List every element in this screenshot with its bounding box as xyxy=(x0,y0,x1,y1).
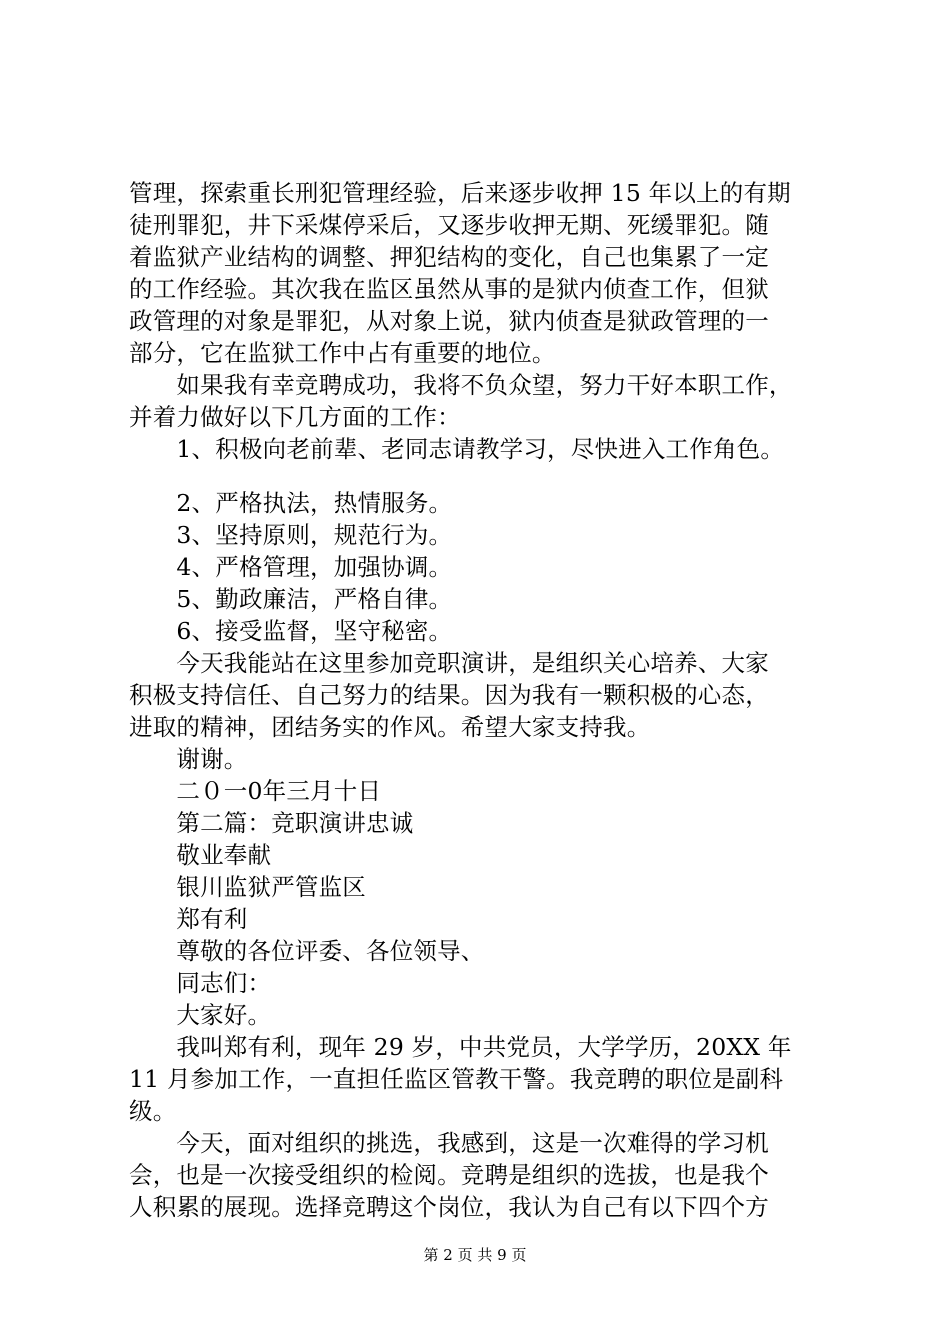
text-line: 着监狱产业结构的调整、押犯结构的变化，自己也集累了一定 xyxy=(129,243,769,271)
author-name: 郑有利 xyxy=(129,905,248,933)
text-line: 如果我有幸竞聘成功，我将不负众望，努力干好本职工作， xyxy=(129,371,793,399)
list-item: 2、严格执法，热情服务。 xyxy=(129,489,453,517)
text-line: 政管理的对象是罪犯，从对象上说，狱内侦查是狱政管理的一 xyxy=(129,307,769,335)
page-number: 第 2 页 共 9 页 xyxy=(423,1246,527,1264)
list-item: 6、接受监督，坚守秘密。 xyxy=(129,617,453,645)
text-line: 11 月参加工作，一直担任监区管教干警。我竞聘的职位是副科 xyxy=(129,1065,784,1093)
text-line: 的工作经验。其次我在监区虽然从事的是狱内侦查工作，但狱 xyxy=(129,275,769,303)
list-item: 4、严格管理，加强协调。 xyxy=(129,553,453,581)
date-line: 二０一0年三月十日 xyxy=(129,777,382,805)
salutation: 尊敬的各位评委、各位领导、 xyxy=(129,937,485,965)
text-line: 我叫郑有利，现年 29 岁，中共党员，大学学历，20XX 年 xyxy=(129,1033,792,1061)
text-line: 徒刑罪犯，井下采煤停采后，又逐步收押无期、死缓罪犯。随 xyxy=(129,211,769,239)
text-line: 积极支持信任、自己努力的结果。因为我有一颗积极的心态， xyxy=(129,681,769,709)
salutation: 同志们： xyxy=(129,969,272,997)
text-line: 会，也是一次接受组织的检阅。竞聘是组织的选拔，也是我个 xyxy=(129,1161,769,1189)
text-line: 进取的精神，团结务实的作风。希望大家支持我。 xyxy=(129,713,651,741)
text-line: 级。 xyxy=(129,1097,177,1125)
list-item: 1、积极向老前辈、老同志请教学习，尽快进入工作角色。 xyxy=(129,435,785,463)
list-item: 3、坚持原则，规范行为。 xyxy=(129,521,453,549)
text-line: 谢谢。 xyxy=(129,745,248,773)
greeting: 大家好。 xyxy=(129,1001,272,1029)
section-heading: 第二篇：竞职演讲忠诚 xyxy=(129,809,414,837)
list-item: 5、勤政廉洁，严格自律。 xyxy=(129,585,453,613)
text-line: 今天，面对组织的挑选，我感到，这是一次难得的学习机 xyxy=(129,1129,769,1157)
text-line: 部分，它在监狱工作中占有重要的地位。 xyxy=(129,339,556,367)
text-line: 并着力做好以下几方面的工作： xyxy=(129,403,461,431)
text-line: 今天我能站在这里参加竞职演讲，是组织关心培养、大家 xyxy=(129,649,769,677)
section-heading: 敬业奉献 xyxy=(129,841,272,869)
text-line: 管理，探索重长刑犯管理经验，后来逐步收押 15 年以上的有期 xyxy=(129,179,791,207)
text-line: 人积累的展现。选择竞聘这个岗位，我认为自己有以下四个方 xyxy=(129,1193,769,1221)
author-unit: 银川监狱严管监区 xyxy=(129,873,366,901)
